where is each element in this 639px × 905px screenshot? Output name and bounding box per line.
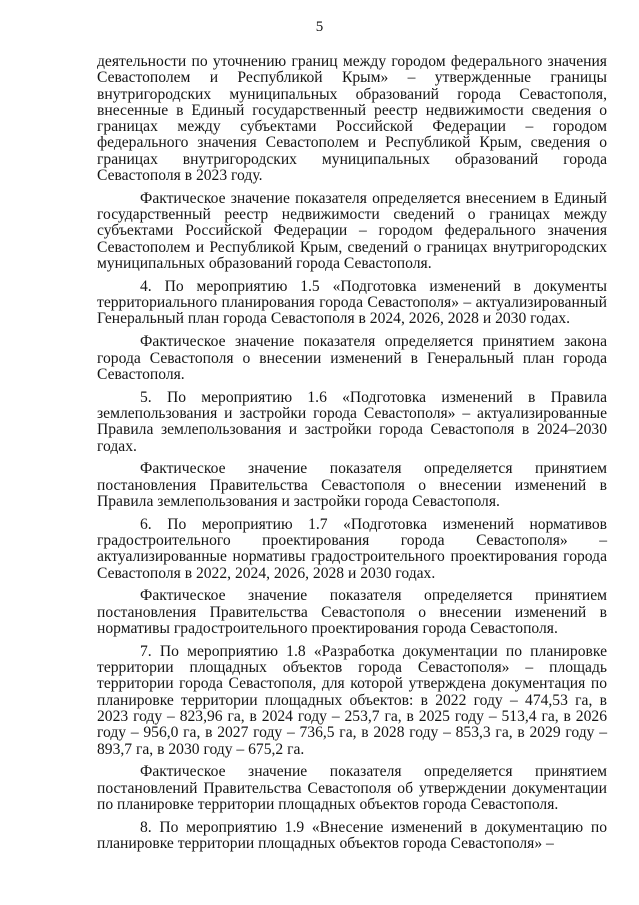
paragraph-indicator-boundaries: Фактическое значение показателя определяется внесением в Единый государственный реестр недвижимости сведений о границах между субъектами Российской Федерации – городом федерального значения Севастополем и Республикой Крым, сведений о границах внутригородских муниципальных образований города Севастополя. xyxy=(97,189,607,273)
document-body xyxy=(97,54,607,852)
paragraph-item-7: 7. По мероприятию 1.8 «Разработка документации по планировке территории площадных объектов города Севастополя» – площадь территории города Севастополя, для которой утверждена документация по планировке территории площадных объектов: в 2022 году – 474,53 га, в 2023 году – 823,96 га, в 2024 году – 253,7 га, в 2025 году – 513,4 га, в 2026 году – 956,0 га, в 2027 году – 736,5 га, в 2028 году – 853,3 га, в 2029 году – 893,7 га, в 2030 году – 675,2 га. xyxy=(97,642,607,758)
paragraph-indicator-planning-docs: Фактическое значение показателя определяется принятием постановлений Правительства Севастополя об утверждении документации по планировке территории площадных объектов города Севастополя. xyxy=(97,763,607,813)
paragraph-item-8: 8. По мероприятию 1.9 «Внесение изменений в документацию по планировке территории площадных объектов города Севастополя» – xyxy=(97,818,607,853)
paragraph-item-5: 5. По мероприятию 1.6 «Подготовка изменений в Правила землепользования и застройки города Севастополя» – актуализированные Правила землепользования и застройки города Севастополя в 2024–2030 годах. xyxy=(97,388,607,455)
paragraph-item-4: 4. По мероприятию 1.5 «Подготовка изменений в документы территориального планирования города Севастополя» – актуализированный Генеральный план города Севастополя в 2024, 2026, 2028 и 2030 годах. xyxy=(97,277,607,328)
paragraph-indicator-general-plan: Фактическое значение показателя определяется принятием закона города Севастополя о внесении изменений в Генеральный план города Севастополя. xyxy=(97,333,607,383)
paragraph-item-6: 6. По мероприятию 1.7 «Подготовка изменений нормативов градостроительного проектирования города Севастополя» – актуализированные нормативы градостроительного проектирования города Севастополя в 2022, 2024, 2026, 2028 и 2030 годах. xyxy=(97,515,607,582)
paragraph-continuation: деятельности по уточнению границ между городом федерального значения Севастополем и Республикой Крым» – утвержденные границы внутригородских муниципальных образований города Севастополя, внесенные в Единый государственный реестр недвижимости сведения о границах между субъектами Российской Федерации – городом федерального значения Севастополем и Республикой Крым, сведения о границах внутригородских муниципальных образований города Севастополя в 2023 году. xyxy=(97,53,607,185)
paragraph-indicator-norms: Фактическое значение показателя определяется принятием постановления Правительства Севастополя о внесении изменений в нормативы градостроительного проектирования города Севастополя. xyxy=(97,587,607,637)
page-number: 5 xyxy=(315,19,324,35)
paragraph-indicator-land-use-rules: Фактическое значение показателя определяется принятием постановления Правительства Севастополя о внесении изменений в Правила землепользования и застройки города Севастополя. xyxy=(97,460,607,510)
